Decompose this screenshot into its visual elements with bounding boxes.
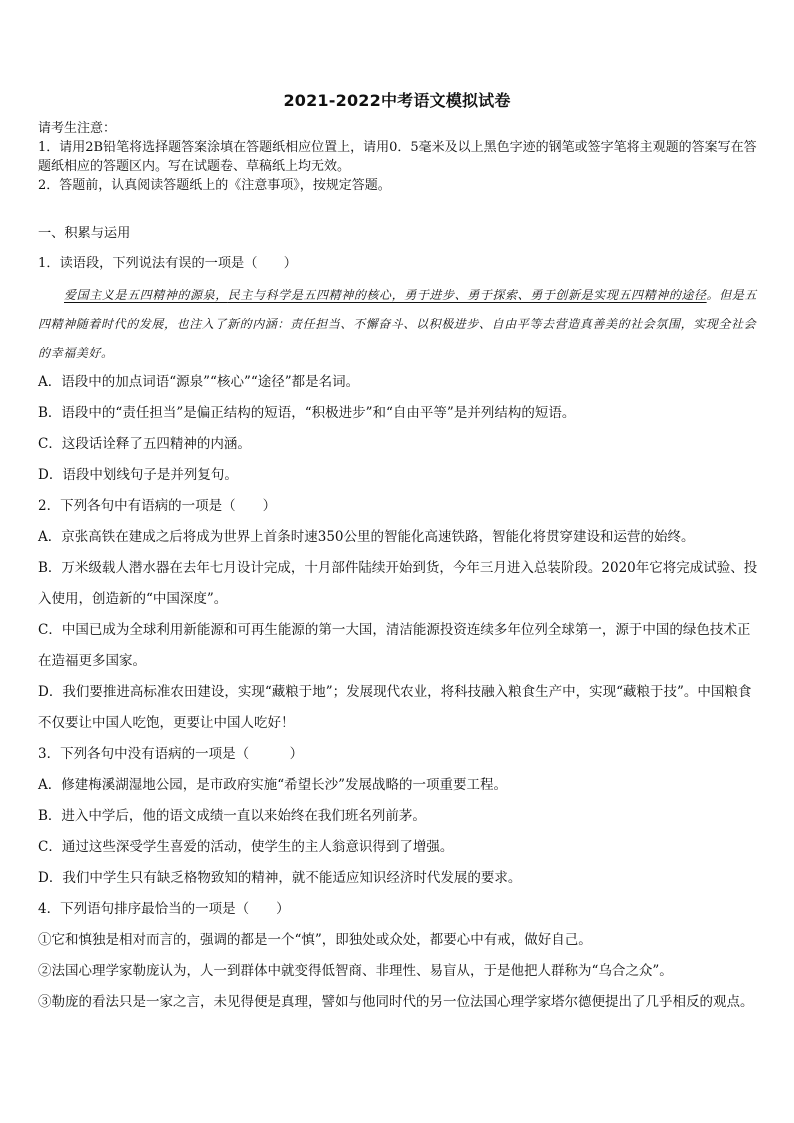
- q2-option-a: A．京张高铁在建成之后将成为世界上首条时速350公里的智能化高速铁路，智能化将贯穿建设和运营的始终。: [38, 529, 695, 545]
- notice-heading: 请考生注意：: [38, 121, 117, 136]
- q4-item-1: ①它和慎独是相对而言的，强调的都是一个“慎”，即独处或众处，都要心中有戒，做好自己。: [38, 932, 592, 948]
- q3-option-d: D．我们中学生只有缺乏格物致知的精神，就不能适应知识经济时代发展的要求。: [38, 870, 522, 886]
- q3-stem: 3．下列各句中没有语病的一项是（ ）: [38, 746, 304, 762]
- page-title: 2021-2022中考语文模拟试卷: [283, 91, 511, 110]
- q1-option-d: D．语段中划线句子是并列复句。: [38, 467, 238, 483]
- q1-option-c: C．这段话诠释了五四精神的内涵。: [38, 436, 251, 452]
- q2-option-d: D．我们要推进高标准农田建设，实现“藏粮于地”；发展现代农业，将科技融入粮食生产中，实现“藏粮于技”。中国粮食不仅要让中国人吃饱，更要让中国人吃好！: [38, 684, 752, 731]
- passage-rest: 。但是五四精神随着时代的发展，也注入了新的内涵：责任担当、不懈奋斗、以积极进步、自由平等去营造真善美的社会氛围，实现全社会的幸福美好。: [38, 288, 758, 360]
- q4-item-3: ③勒庞的看法只是一家之言，未见得便是真理，譬如与他同时代的另一位法国心理学家塔尔德便提出了几乎相反的观点。: [38, 994, 754, 1010]
- notice-item-2: 2．答题前，认真阅读答题纸上的《注意事项》，按规定答题。: [38, 178, 391, 193]
- passage-underlined-1: 爱国主义是五四精神的源泉，: [64, 288, 228, 302]
- q3-option-b: B．进入中学后，他的语文成绩一直以来始终在我们班名列前茅。: [38, 808, 426, 824]
- q1-option-b: B．语段中的“责任担当”是偏正结构的短语，“积极进步”和“自由平等”是并列结构的短语。: [38, 405, 576, 421]
- q4-item-2: ②法国心理学家勒庞认为，人一到群体中就变得低智商、非理性、易盲从，于是他把人群称为“乌合之众”。: [38, 963, 673, 979]
- notice-block: [38, 119, 758, 195]
- passage-underlined-2: 民主与科学是五四精神的核心，勇于进步、勇于探索、勇于创新是实现五四精神的途径: [227, 288, 707, 302]
- q1-option-a: A．语段中的加点词语“源泉”“核心”“途径”都是名词。: [38, 374, 360, 390]
- q3-option-c: C．通过这些深受学生喜爱的活动，使学生的主人翁意识得到了增强。: [38, 839, 454, 855]
- q1-stem: 1．读语段，下列说法有误的一项是（ ）: [38, 256, 297, 271]
- q3-option-a: A．修建梅溪湖湿地公园，是市政府实施“希望长沙”发展战略的一项重要工程。: [38, 777, 508, 793]
- q4-stem: 4．下列语句排序最恰当的一项是（ ）: [38, 901, 290, 917]
- q2-option-c: C．中国已成为全球利用新能源和可再生能源的第一大国，清洁能源投资连续多年位列全球第一，源于中国的绿色技术正在造福更多国家。: [38, 622, 751, 669]
- q1-options: [38, 367, 760, 1018]
- q2-stem: 2．下列各句中有语病的一项是（ ）: [38, 498, 277, 514]
- q1-passage: [38, 281, 760, 368]
- notice-item-1: 1．请用2B铅笔将选择题答案涂填在答题纸相应位置上，请用0．5毫米及以上黑色字迹的钢笔或签字笔将主观题的答案写在答题纸相应的答题区内。写在试题卷、草稿纸上均无效。: [38, 140, 757, 174]
- section-heading: 一、积累与运用: [38, 226, 131, 241]
- section-1: [38, 224, 760, 274]
- q2-option-b: B．万米级载人潜水器在去年七月设计完成，十月部件陆续开始到货，今年三月进入总装阶段。2020年它将完成试验、投入使用，创造新的“中国深度”。: [38, 560, 758, 607]
